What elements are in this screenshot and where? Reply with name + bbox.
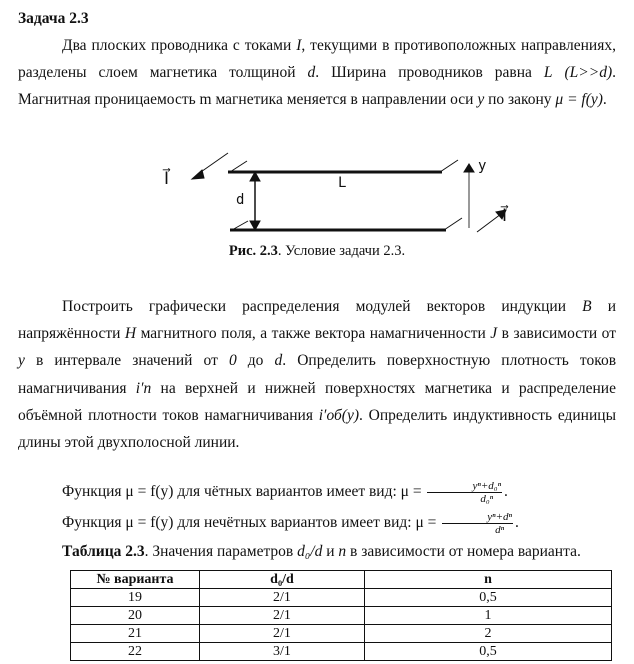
cell: 2/1: [200, 625, 365, 643]
figure-caption: Рис. 2.3. Условие задачи 2.3.: [228, 243, 406, 259]
label-y: y: [478, 158, 487, 174]
header-d0-d: d₀/d: [200, 571, 365, 589]
current-arrow-right: [477, 214, 501, 232]
heading-text: Задача 2.3: [18, 10, 89, 27]
label-L: L: [338, 175, 347, 191]
table-row: [71, 607, 612, 625]
table-caption: Таблица 2.3. Значения параметров d₀/d и n в зависимости от номера варианта.: [62, 543, 581, 560]
formula-odd: Функция μ = f(y) для нечётных вариантов имеет вид: μ = $\frac{\text{yⁿ+dⁿ}}{\text{dⁿ}}$ .: [62, 510, 519, 536]
task-paragraph: Построить графически распределения модулей векторов индукции B и напряжённости H магнитного поля, а также вектора намагниченности J в зависимости от y в интервале значений от 0 до d. Определить поверхностную плотность токов намагничивания i′п на верхней и нижней поверхностях магнетика и распределение объёмной плотности токов намагничивания i′об(y). Определить индуктивность единицы длины этой двухполосной линии.: [18, 298, 617, 452]
table-header-row: [71, 571, 612, 589]
cell: 21: [71, 625, 200, 643]
table-row: [71, 643, 612, 661]
problem-heading: [18, 5, 616, 32]
variants-table: [70, 570, 612, 661]
table-row: [71, 589, 612, 607]
cell: 2/1: [200, 589, 365, 607]
label-current-left: I⃗: [164, 169, 170, 188]
cell: 2: [365, 625, 612, 643]
header-n: n: [365, 571, 612, 589]
label-current-right: I⃗: [502, 206, 508, 225]
cell: 1: [365, 607, 612, 625]
table-row: [71, 625, 612, 643]
cell: 2/1: [200, 607, 365, 625]
label-d: d: [236, 192, 245, 208]
cell: 0,5: [365, 589, 612, 607]
cell: 3/1: [200, 643, 365, 661]
intro-paragraph: Два плоских проводника с токами I, текущими в противоположных направлениях, разделены слоем магнетика толщиной d. Ширина проводников равна L (L>>d). Магнитная проницаемость m магнетика меняется в направлении оси y по закону μ = f(y).: [18, 37, 617, 109]
cell: 20: [71, 607, 200, 625]
cell: 19: [71, 589, 200, 607]
cell: 22: [71, 643, 200, 661]
formula-even: Функция μ = f(y) для чётных вариантов имеет вид: μ = $\frac{\text{yⁿ+d₀ⁿ}}{\text{d₀ⁿ}}$ .: [62, 479, 508, 505]
header-variant: № варианта: [71, 571, 200, 589]
cell: 0,5: [365, 643, 612, 661]
